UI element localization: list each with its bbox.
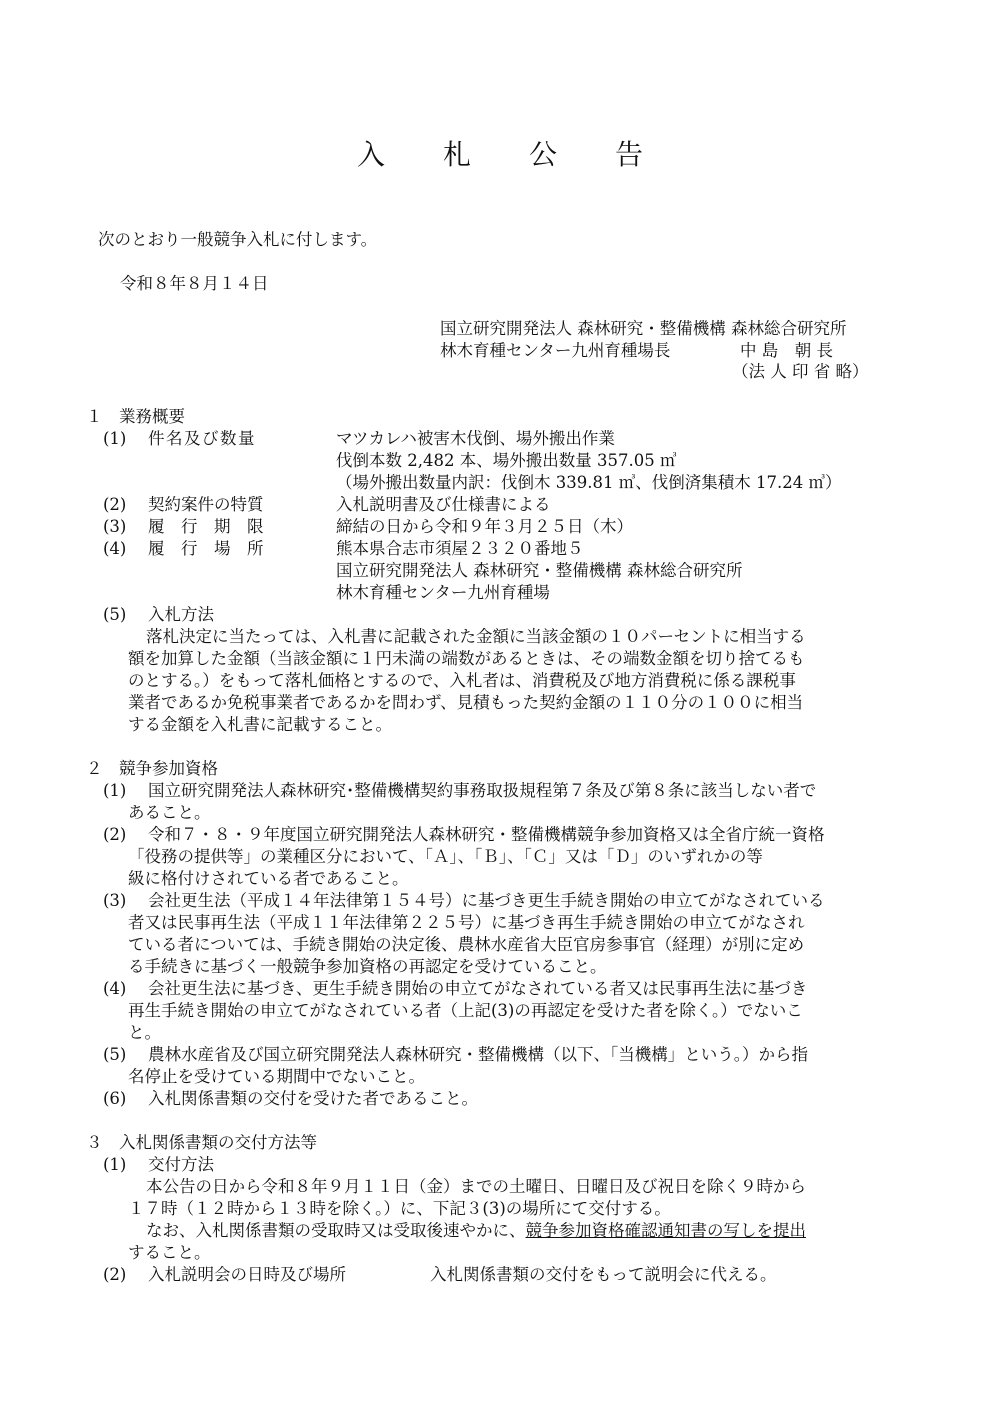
item-number: (1) [103,429,127,448]
item-value: （場外搬出数量内訳：伐倒木 339.81 ㎥、伐倒済集積木 17.24 ㎥） [336,473,842,492]
issuer-org: 国立研究開発法人 森林研究・整備機構 森林総合研究所 [440,319,847,338]
section-2-heading: ２ 競争参加資格 [86,759,218,778]
item-label: 契約案件の特質 [148,495,264,514]
item-label: 交付方法 [148,1155,214,1174]
item-number: (5) [103,1045,127,1064]
item-value: 国立研究開発法人 森林研究・整備機構 森林総合研究所 [336,561,743,580]
item-number: (4) [103,979,127,998]
paragraph-line: １７時（１２時から１３時を除く。）に、下記３(3)の場所にて交付する。 [128,1199,671,1218]
item-label: 入札説明会の日時及び場所 [148,1265,346,1284]
item-value: 熊本県合志市須屋２３２０番地５ [336,539,584,558]
item-label: 入札方法 [148,605,214,624]
title-char: 札 [442,138,471,171]
item-number: (2) [103,495,127,514]
item-number: (3) [103,891,127,910]
item-number: (2) [103,1265,127,1284]
title-char: 告 [615,138,644,171]
item-value: マツカレハ被害木伐倒、場外搬出作業 [336,429,615,448]
paragraph-line: る手続きに基づく一般競争参加資格の再認定を受けていること。 [128,957,607,976]
item-number: (2) [103,825,127,844]
title-char: 入 [356,138,385,171]
paragraph-line: 農林水産省及び国立研究開発法人森林研究・整備機構（以下、「当機構」という。）から指 [148,1045,808,1064]
item-value: 入札説明書及び仕様書による [336,495,551,514]
paragraph-line: 令和７・８・９年度国立研究開発法人森林研究・整備機構競争参加資格又は全省庁統一資格 [148,825,825,844]
issuer-name: 中 島 朝 長 [740,341,833,360]
paragraph-line: 者又は民事再生法（平成１１年法律第２２５号）に基づき再生手続き開始の申立てがなされ [128,913,805,932]
item-number: (1) [103,781,127,800]
item-number: (3) [103,517,127,536]
paragraph-line: と。 [128,1023,161,1042]
item-label: 履 行 場 所 [148,539,264,558]
section-3-heading: ３ 入札関係書類の交付方法等 [86,1133,317,1152]
item-value: 入札関係書類の交付をもって説明会に代える。 [430,1265,777,1284]
paragraph-line: 本公告の日から令和８年９月１１日（金）までの土曜日、日曜日及び祝日を除く９時から [146,1177,806,1196]
item-number: (1) [103,1155,127,1174]
paragraph-line: 再生手続き開始の申立てがなされている者（上記(3)の再認定を受けた者を除く。）でないこ [128,1001,803,1020]
paragraph-line: 会社更生法（平成１４年法律第１５４号）に基づき更生手続き開始の申立てがなされている [148,891,825,910]
item-number: (6) [103,1089,127,1108]
item-value: 伐倒本数 2,482 本、場外搬出数量 357.05 ㎥ [336,451,677,470]
paragraph-text: なお、入札関係書類の受取時又は受取後速やかに、 [146,1221,526,1240]
paragraph-line: 業者であるか免税事業者であるかを問わず、見積もった契約金額の１１０分の１００に相当 [128,693,804,712]
section-1-heading: １ 業務概要 [86,407,185,426]
paragraph-line: 額を加算した金額（当該金額に１円未満の端数があるときは、その端数金額を切り捨てるも [128,649,805,668]
item-label: 履 行 期 限 [148,517,264,536]
paragraph-line: のとする。）をもって落札価格とするので、入札者は、消費税及び地方消費税に係る課税事 [128,671,796,690]
item-label: 件名及び数量 [148,429,256,448]
item-number: (5) [103,605,127,624]
paragraph-line: あること。 [128,803,211,822]
item-value: 締結の日から令和９年３月２５日（木） [336,517,633,536]
seal-note: （法 人 印 省 略） [732,362,869,381]
paragraph-line: 国立研究開発法人森林研究･整備機構契約事務取扱規程第７条及び第８条に該当しない者で [148,781,817,800]
paragraph-line: 「役務の提供等」の業種区分において、「Ａ」、「Ｂ」、「Ｃ」又は「Ｄ」のいずれかの等 [128,847,763,866]
page-title [0,133,1000,173]
paragraph-line [146,1220,806,1242]
paragraph-line: ている者については、手続き開始の決定後、農林水産省大臣官房参事官（経理）が別に定め [128,935,805,954]
title-char: 公 [529,138,558,171]
paragraph-line: 名停止を受けている期間中でないこと。 [128,1067,425,1086]
paragraph-line: すること。 [128,1243,211,1262]
intro-text: 次のとおり一般競争入札に付します。 [98,230,378,249]
issuer-position: 林木育種センター九州育種場長 [440,341,671,360]
paragraph-line: 級に格付けされている者であること。 [128,869,409,888]
item-number: (4) [103,539,127,558]
paragraph-line: 入札関係書類の交付を受けた者であること。 [148,1089,478,1108]
item-value: 林木育種センター九州育種場 [336,583,550,602]
underlined-text: 競争参加資格確認通知書の写しを提出 [525,1221,806,1240]
paragraph-line: する金額を入札書に記載すること。 [128,715,392,734]
paragraph-line: 落札決定に当たっては、入札書に記載された金額に当該金額の１０パーセントに相当する [146,627,806,646]
paragraph-line: 会社更生法に基づき、更生手続き開始の申立てがなされている者又は民事再生法に基づき [148,979,808,998]
notice-date: 令和８年８月１４日 [120,274,269,293]
